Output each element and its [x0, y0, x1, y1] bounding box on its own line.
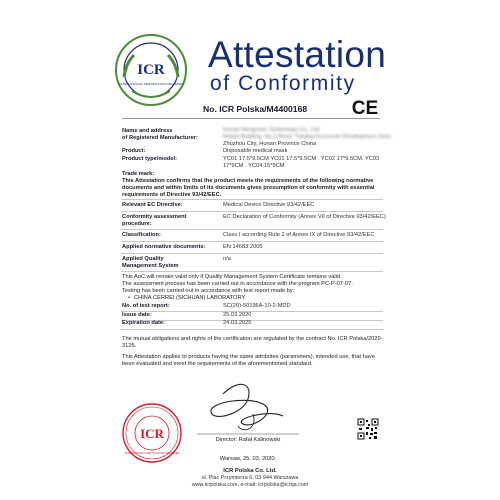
product-value: Disposable medical mask [223, 148, 288, 154]
manufacturer-city: Zhuzhou City, Hunan Province China [223, 141, 317, 147]
product-label: Product: [122, 148, 146, 154]
normative-label: Applied normative documents: [122, 244, 206, 250]
attestation-statement [122, 178, 384, 199]
divider [121, 311, 383, 312]
expiration-date-value: 24.03.2025 [223, 320, 252, 326]
divider [121, 211, 383, 212]
ce-mark-text: CE [352, 98, 378, 117]
manufacturer-label-1: Name and address [122, 128, 173, 134]
divider [121, 241, 383, 242]
manufacturer-address: Hetian Building, No.1 Road, Tianjing Economic Development Zone, [223, 134, 393, 140]
director-name: Director: Rafał Kalinowski [215, 437, 281, 443]
signature [193, 374, 303, 436]
test-report-label: No. of test report: [122, 303, 170, 309]
footer-contact: www.icrpolska.com, e-mail: icrpolska@icrqa.com [191, 482, 309, 488]
qms-label-1: Applied Quality [122, 256, 164, 262]
qms-value: n/a [223, 256, 231, 262]
conformity-value: EC Declaration of Conformity (Annex VII of Directive 93/42/EEC) [223, 214, 386, 220]
normative-value: EN 14683:2005 [223, 244, 263, 250]
divider [121, 229, 383, 230]
issue-date-value: 25.03.2020 [223, 312, 252, 318]
qms-label-2: Management System [122, 263, 179, 269]
divider [121, 271, 383, 272]
classification-value: Class I according Rule 1 of Annex IX of Directive 93/42/EEC [223, 232, 375, 238]
divider [121, 329, 383, 330]
conformity-label-2: procedure: [122, 221, 152, 227]
qr-code-icon [357, 418, 379, 440]
trade-mark-label: Trade mark: [122, 171, 155, 177]
manufacturer-name: Hunan Hengchao Technology Co., Ltd [223, 127, 320, 133]
manufacturer-label-2: of Registered Manufacturer: [122, 135, 198, 141]
place-and-date: Warsaw, 25. 03. 2020. [219, 456, 277, 462]
test-report-value: SC(20)-50196A-10-2-MDD [223, 303, 291, 309]
seal-text: ICR [140, 426, 164, 441]
divider [121, 253, 383, 254]
issue-date-label: Issue date: [122, 312, 152, 318]
laboratory-name: CHINA CERREI (SICHUAN) LABORATORY [134, 295, 246, 301]
title-divider [122, 118, 380, 119]
ec-directive-value: Medical Device Directive 93/42/EEC [223, 202, 315, 208]
expiration-date-label: Expiration date: [122, 320, 165, 326]
title-of-conformity: of Conformity [210, 72, 356, 95]
mutual-obligations-text: The mutual obligations and rights of the certification are regulated by the contract No. ICR Polska/2020-3125. [122, 336, 383, 349]
certificate-number: No. ICR Polska/M4400168 [203, 104, 308, 114]
icr-logo [114, 33, 188, 107]
icr-seal-stamp [121, 402, 183, 464]
aoc-validity-text: This AoC will remain valid only if Quality Management System Certificate remains valid. [122, 274, 342, 280]
classification-label: Classification: [122, 232, 161, 238]
footer-company: ICR Polska Co. Ltd. [223, 468, 277, 474]
product-type-label: Product type/model: [122, 156, 177, 162]
footer-address: ul. Plac Przymierza 6, 03-944 Warszawa [201, 475, 299, 481]
logo-text: ICR [137, 62, 165, 78]
product-type-line2: 17*9CM . YC04 15*9CM [223, 163, 285, 169]
lab-bullet: • [128, 295, 130, 301]
attestation-text: confirms that the product meets the requirements of the following normative documents and within limits of its documents gives presumption of conformity with essential requirements of Directive 93/42/EEC. [122, 178, 375, 198]
logo-ring-text: INTERNATIONAL CERTIFICATION REGISTER [119, 82, 183, 86]
divider [121, 199, 383, 200]
aoc-testing-text: Testing has been carried out in accordance with test report made by: [122, 288, 295, 294]
conformity-label-1: Conformity assessment [122, 214, 187, 220]
ce-mark-icon [352, 97, 378, 117]
ec-directive-label: Relevant EC Directive: [122, 202, 183, 208]
title-attestation: Attestation [208, 34, 387, 75]
product-type-line1: YC01 17.5*9.5CM YC01 17.5*9.5CM . YC02 17*9.5CM. YC03 [223, 156, 380, 162]
scope-text: This Attestation applies to products having the same attributes (parameters), intended use, that have been evaluated and meet the requirements of the aforementioned standard. [122, 354, 375, 367]
seal-ring-text: INTERNATIONAL CERTIFICATION REGISTER [124, 452, 180, 455]
attestation-lead: This Attestation [122, 178, 165, 184]
aoc-process-text: The assessment process has been carried out in accordance with the program PC-P-07-07. [122, 281, 353, 287]
